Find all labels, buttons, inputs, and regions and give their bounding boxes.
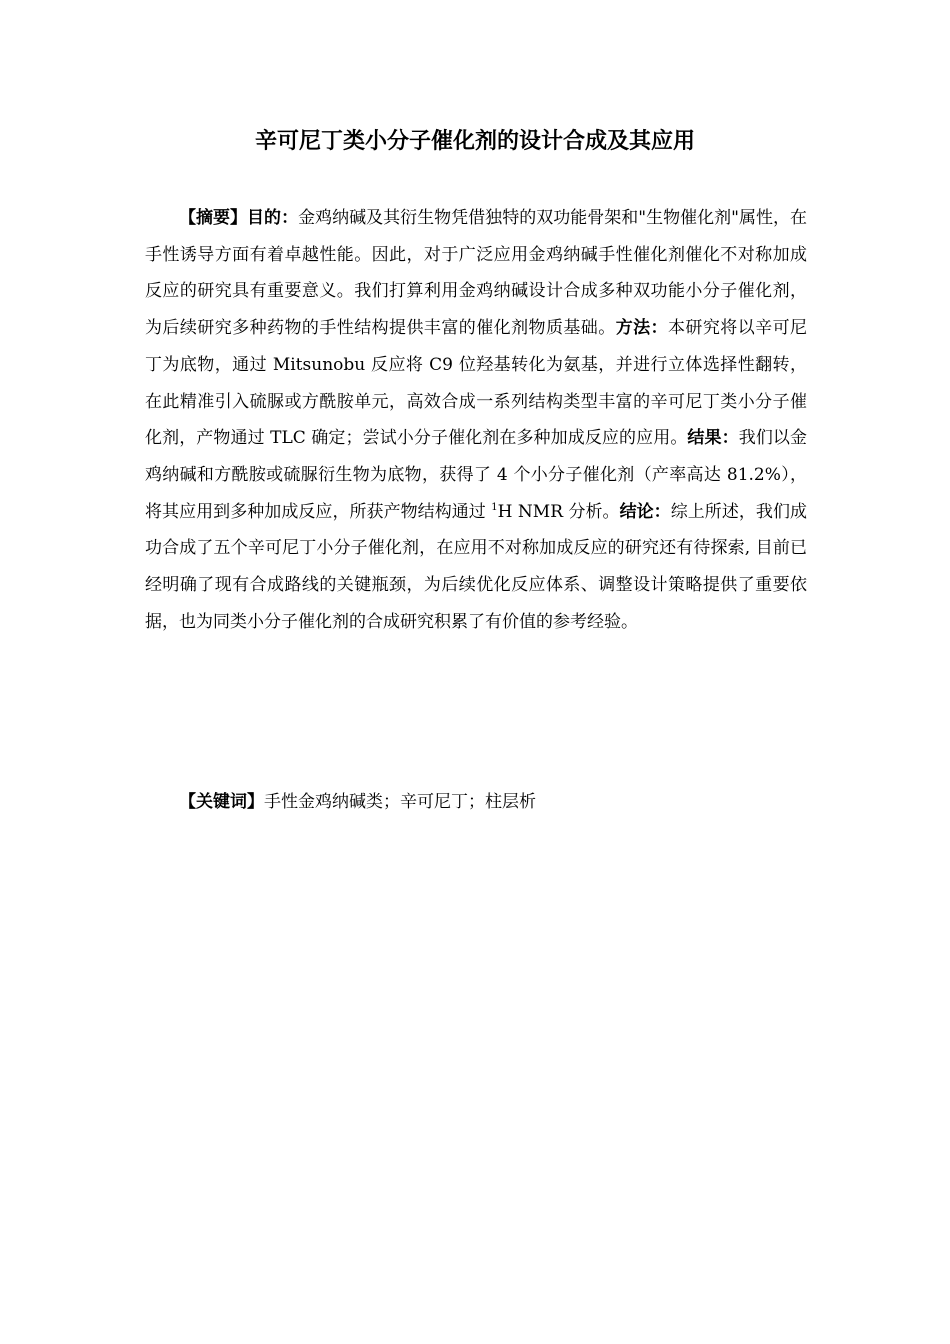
- result-text-after: H NMR 分析。: [497, 501, 620, 522]
- conclusion-text: 综上所述，我们成功合成了五个辛可尼丁小分子催化剂，在应用不对称加成反应的研究还有待探索, 目前已经明确了现有合成路线的关键瓶颈，为后续优化反应体系、调整设计策略提供了重要依据，也为同类小分子催化剂的合成研究积累了有价值的参考经验。: [145, 501, 808, 632]
- method-text: 本研究将以辛可尼丁为底物，通过 Mitsunobu 反应将 C9 位羟基转化为氨基，并进行立体选择性翻转，在此精准引入硫脲或方酰胺单元，高效合成一系列结构类型丰富的辛可尼丁类小分子催化剂，产物通过 TLC 确定；尝试小分子催化剂在多种加成反应的应用。: [145, 318, 808, 449]
- document-title: 辛可尼丁类小分子催化剂的设计合成及其应用: [254, 129, 695, 154]
- abstract-paragraph: [145, 200, 807, 640]
- conclusion-label: 结论：: [619, 501, 671, 522]
- superscript-one: 1: [491, 501, 498, 513]
- method-label: 方法：: [615, 318, 668, 339]
- purpose-label: 目的：: [247, 208, 299, 228]
- keywords-label: 【关键词】: [179, 792, 264, 812]
- keywords-text: 手性金鸡纳碱类；辛可尼丁；柱层析: [264, 792, 536, 812]
- keywords-paragraph: [145, 784, 807, 820]
- purpose-text: 金鸡纳碱及其衍生物凭借独特的双功能骨架和"生物催化剂"属性，在手性诱导方面有着卓越性能。因此，对于广泛应用金鸡纳碱手性催化剂催化不对称加成反应的研究具有重要意义。我们打算利用金鸡纳碱设计合成多种双功能小分子催化剂，为后续研究多种药物的手性结构提供丰富的催化剂物质基础。: [145, 208, 808, 339]
- result-text-before: 我们以金鸡纳碱和方酰胺或硫脲衍生物为底物，获得了 4 个小分子催化剂（产率高达 81.2%），将其应用到多种加成反应，所获产物结构通过: [145, 428, 808, 522]
- abstract-label: 【摘要】: [179, 208, 248, 228]
- result-label: 结果：: [687, 428, 739, 449]
